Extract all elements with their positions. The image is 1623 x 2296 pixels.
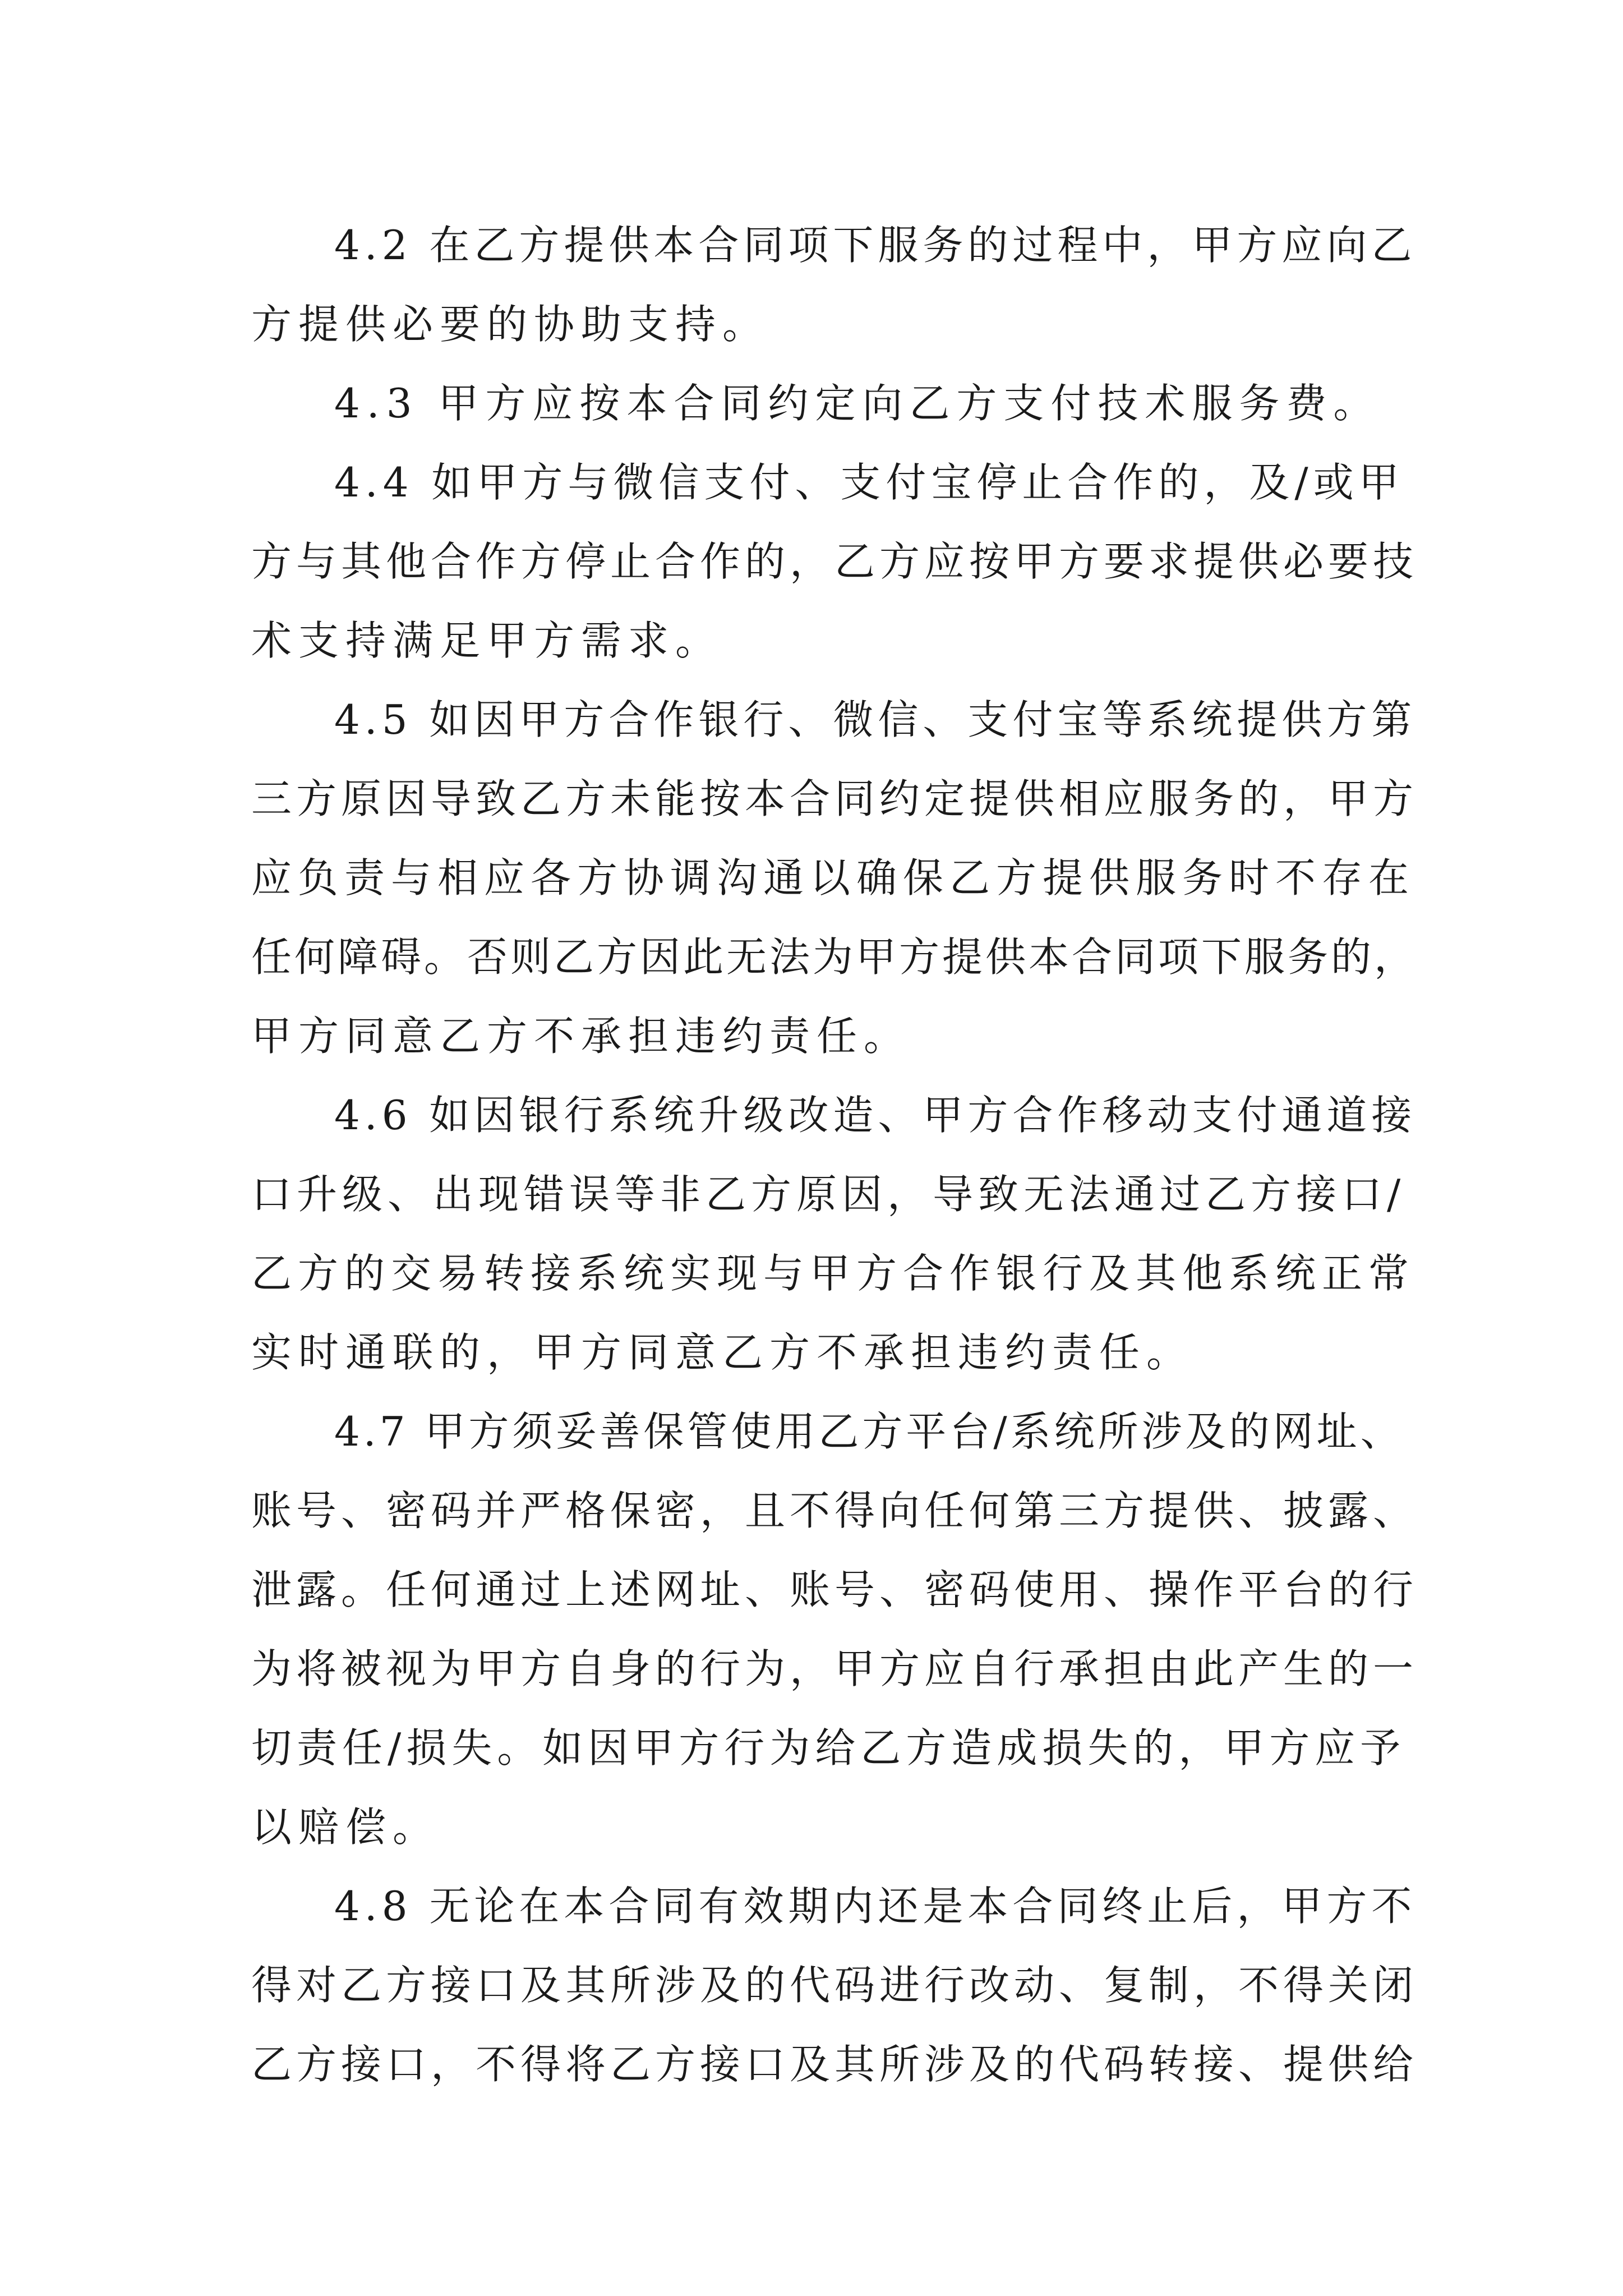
clause-4-6-line-4: 实时通联的，甲方同意乙方不承担违约责任。 bbox=[251, 1329, 1194, 1376]
clause-4-3-line-1: 4.3 甲方应按本合同约定向乙方支付技术服务费。 bbox=[334, 380, 1381, 427]
clause-4-5-line-3: 应负责与相应各方协调沟通以确保乙方提供服务时不存在 bbox=[251, 854, 1415, 901]
clause-4-7-line-6: 以赔偿。 bbox=[251, 1803, 440, 1851]
clause-4-6-line-2: 口升级、出现错误等非乙方原因，导致无法通过乙方接口/ bbox=[251, 1171, 1406, 1218]
clause-4-2-line-2: 方提供必要的协助支持。 bbox=[251, 301, 770, 348]
clause-4-7-line-3: 泄露。任何通过上述网址、账号、密码使用、操作平台的行 bbox=[251, 1566, 1418, 1613]
clause-4-5-line-1: 4.5 如因甲方合作银行、微信、支付宝等系统提供方第 bbox=[334, 696, 1417, 743]
clause-4-8-line-3: 乙方接口，不得将乙方接口及其所涉及的代码转接、提供给 bbox=[251, 2041, 1418, 2088]
clause-4-2-line-1: 4.2 在乙方提供本合同项下服务的过程中，甲方应向乙 bbox=[334, 222, 1417, 269]
clause-4-5-line-5: 甲方同意乙方不承担违约责任。 bbox=[251, 1013, 911, 1060]
clause-4-8-line-2: 得对乙方接口及其所涉及的代码进行改动、复制，不得关闭 bbox=[251, 1962, 1418, 2009]
clause-4-7-line-2: 账号、密码并严格保密，且不得向任何第三方提供、披露、 bbox=[251, 1487, 1418, 1534]
clause-4-7-line-4: 为将被视为甲方自身的行为，甲方应自行承担由此产生的一 bbox=[251, 1645, 1418, 1692]
clause-4-4-line-2: 方与其他合作方停止合作的，乙方应按甲方要求提供必要技 bbox=[251, 538, 1418, 585]
clause-4-5-line-4: 任何障碍。否则乙方因此无法为甲方提供本合同项下服务的， bbox=[251, 933, 1418, 981]
clause-4-4-line-1: 4.4 如甲方与微信支付、支付宝停止合作的，及/或甲 bbox=[334, 459, 1404, 506]
clause-4-7-line-5: 切责任/损失。如因甲方行为给乙方造成损失的，甲方应予 bbox=[251, 1724, 1406, 1772]
clause-4-4-line-3: 术支持满足甲方需求。 bbox=[251, 617, 723, 664]
clause-4-8-line-1: 4.8 无论在本合同有效期内还是本合同终止后，甲方不 bbox=[334, 1883, 1417, 1930]
clause-4-5-line-2: 三方原因导致乙方未能按本合同约定提供相应服务的，甲方 bbox=[251, 775, 1418, 822]
clause-4-6-line-3: 乙方的交易转接系统实现与甲方合作银行及其他系统正常 bbox=[251, 1250, 1415, 1297]
clause-4-6-line-1: 4.6 如因银行系统升级改造、甲方合作移动支付通道接 bbox=[334, 1092, 1417, 1139]
clause-4-7-line-1: 4.7 甲方须妥善保管使用乙方平台/系统所涉及的网址、 bbox=[334, 1408, 1404, 1455]
